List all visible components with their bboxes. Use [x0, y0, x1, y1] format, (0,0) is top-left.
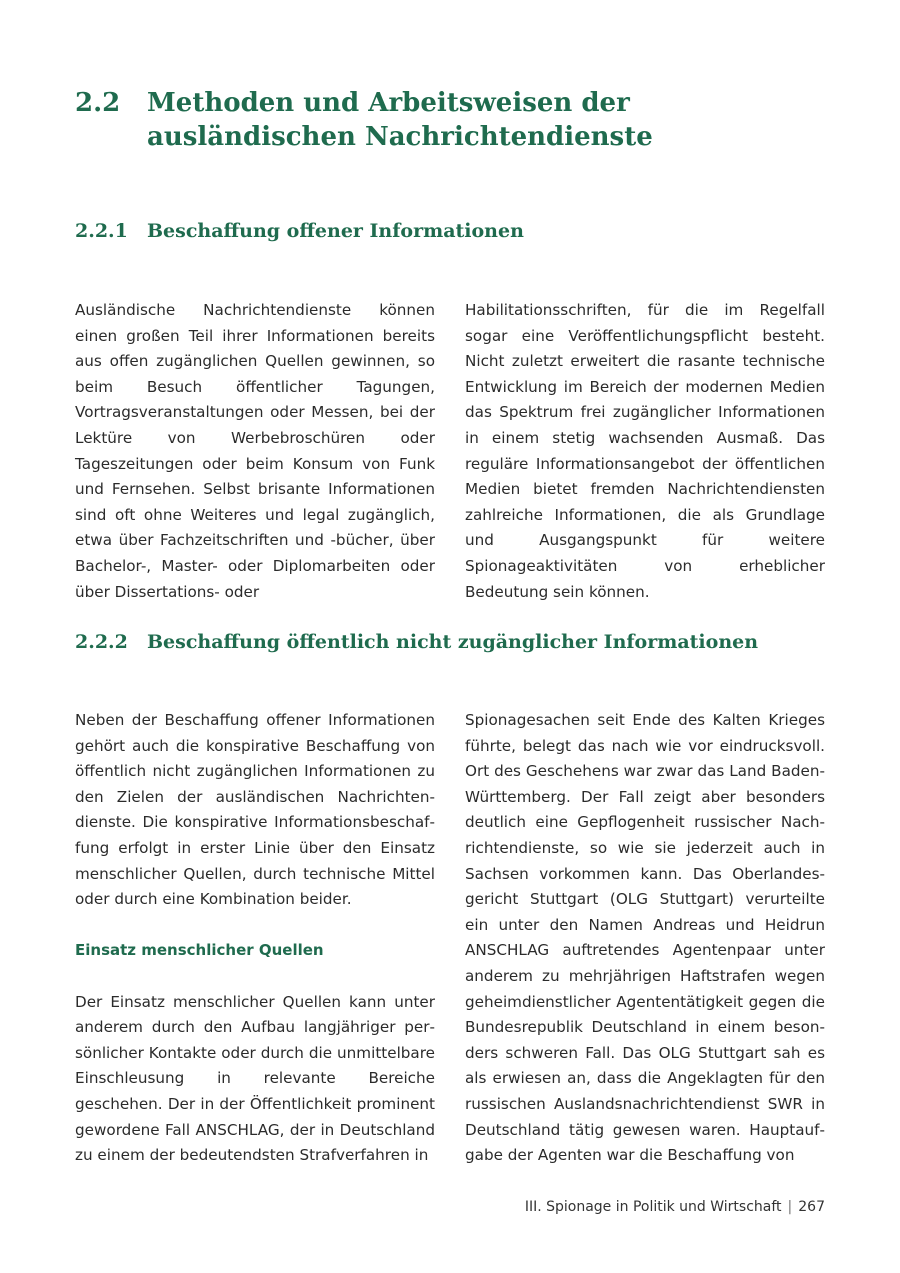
footer-separator: | — [787, 1199, 793, 1215]
sub1-right-paragraph: Habilitationsschriften, für die im Regelfall sogar eine Veröffentlichungspflicht besteht. Nicht zuletzt erweitert die rasante technische Entwicklung im Bereich der modernen Medien das Spektrum frei zugänglicher Informationen in einem stetig wachsenden Ausmaß. Das reguläre Informationsangebot der öffentlichen Medien bietet fremden Nachrichtendiensten zahlreiche Informationen, die als Grundlage und Ausgangspunkt für weitere Spionageaktivitäten von erheblicher Bedeutung sein können. — [465, 301, 825, 601]
sub1-right-column — [465, 298, 825, 605]
sub2-right-column — [465, 708, 825, 1169]
sub2-left-paragraph-1: Neben der Beschaffung offener Informationen gehört auch die konspirative Beschaffung von öffentlich nicht zugänglichen Informationen zu den Zielen der ausländischen Nachrichtendienste. Die konspirative Informationsbeschaffung erfolgt in erster Linie über den Einsatz menschlicher Quellen, durch technische Mittel oder durch eine Kombination beider. — [75, 711, 435, 909]
sub1-left-column — [75, 298, 435, 605]
subsection-heading-2 — [75, 629, 855, 655]
footer-chapter: III. Spionage in Politik und Wirtschaft — [524, 1199, 782, 1215]
subsection-title-1: Beschaffung offener Informationen — [147, 220, 524, 242]
sub1-left-paragraph: Ausländische Nachrichtendienste können einen großen Teil ihrer Informationen bereits aus offen zugänglichen Quellen gewinnen, so beim Besuch öffentlicher Tagungen, Vortragsveranstaltungen oder Messen, bei der Lektüre von Werbebroschüren oder Tageszeitungen oder beim Konsum von Funk und Fernsehen. Selbst brisante Informationen sind oft ohne Weiteres und legal zugänglich, etwa über Fachzeitschriften und -bücher, über Bachelor-, Master- oder Diplomarbeiten oder über Dissertations- oder — [75, 301, 435, 601]
sub2-left-paragraph-2: Der Einsatz menschlicher Quellen kann unter anderem durch den Aufbau langjähriger persönlicher Kontakte oder durch die unmittelbare Einschleusung in relevante Bereiche geschehen. Der in der Öffentlichkeit prominent gewordene Fall ANSCHLAG, der in Deutschland zu einem der bedeutendsten Strafverfahren in — [75, 992, 435, 1165]
subsection-heading-1 — [75, 218, 855, 244]
page-footer — [525, 1199, 825, 1215]
section-number: 2.2 — [75, 88, 121, 118]
subsection-number-1: 2.2.1 — [75, 220, 128, 242]
section-title: Methoden und Arbeitsweisen der ausländischen Nachrichtendienste — [147, 88, 653, 152]
page-number: 267 — [798, 1199, 825, 1215]
sub2-right-paragraph: Spionagesachen seit Ende des Kalten Krieges führte, belegt das nach wie vor eindrucksvoll. Ort des Geschehens war zwar das Land Baden-Württemberg. Der Fall zeigt aber besonders deutlich eine Gepflogenheit russischer Nachrichtendienste, so wie sie jederzeit auch in Sachsen vorkommen kann. Das Oberlandesgericht Stuttgart (OLG Stuttgart) verurteilte ein unter den Namen Andreas und Heidrun ANSCHLAG auftretendes Agentenpaar unter anderem zu mehrjährigen Haftstrafen wegen geheimdienstlicher Agententätigkeit gegen die Bundesrepublik Deutschland in einem besonders schweren Fall. Das OLG Stuttgart sah es als erwiesen an, dass die Angeklagten für den russischen Auslandsnachrichtendienst SWR in Deutschland tätig gewesen waren. Hauptaufgabe der Agenten war die Beschaffung von — [465, 711, 825, 1165]
subsection-number-2: 2.2.2 — [75, 631, 128, 653]
sub2-left-column — [75, 708, 435, 1169]
subheading-human-sources: Einsatz menschlicher Quellen — [75, 941, 324, 960]
subsection-title-2: Beschaffung öffentlich nicht zugänglicher Informationen — [147, 631, 759, 653]
section-heading — [75, 86, 835, 154]
